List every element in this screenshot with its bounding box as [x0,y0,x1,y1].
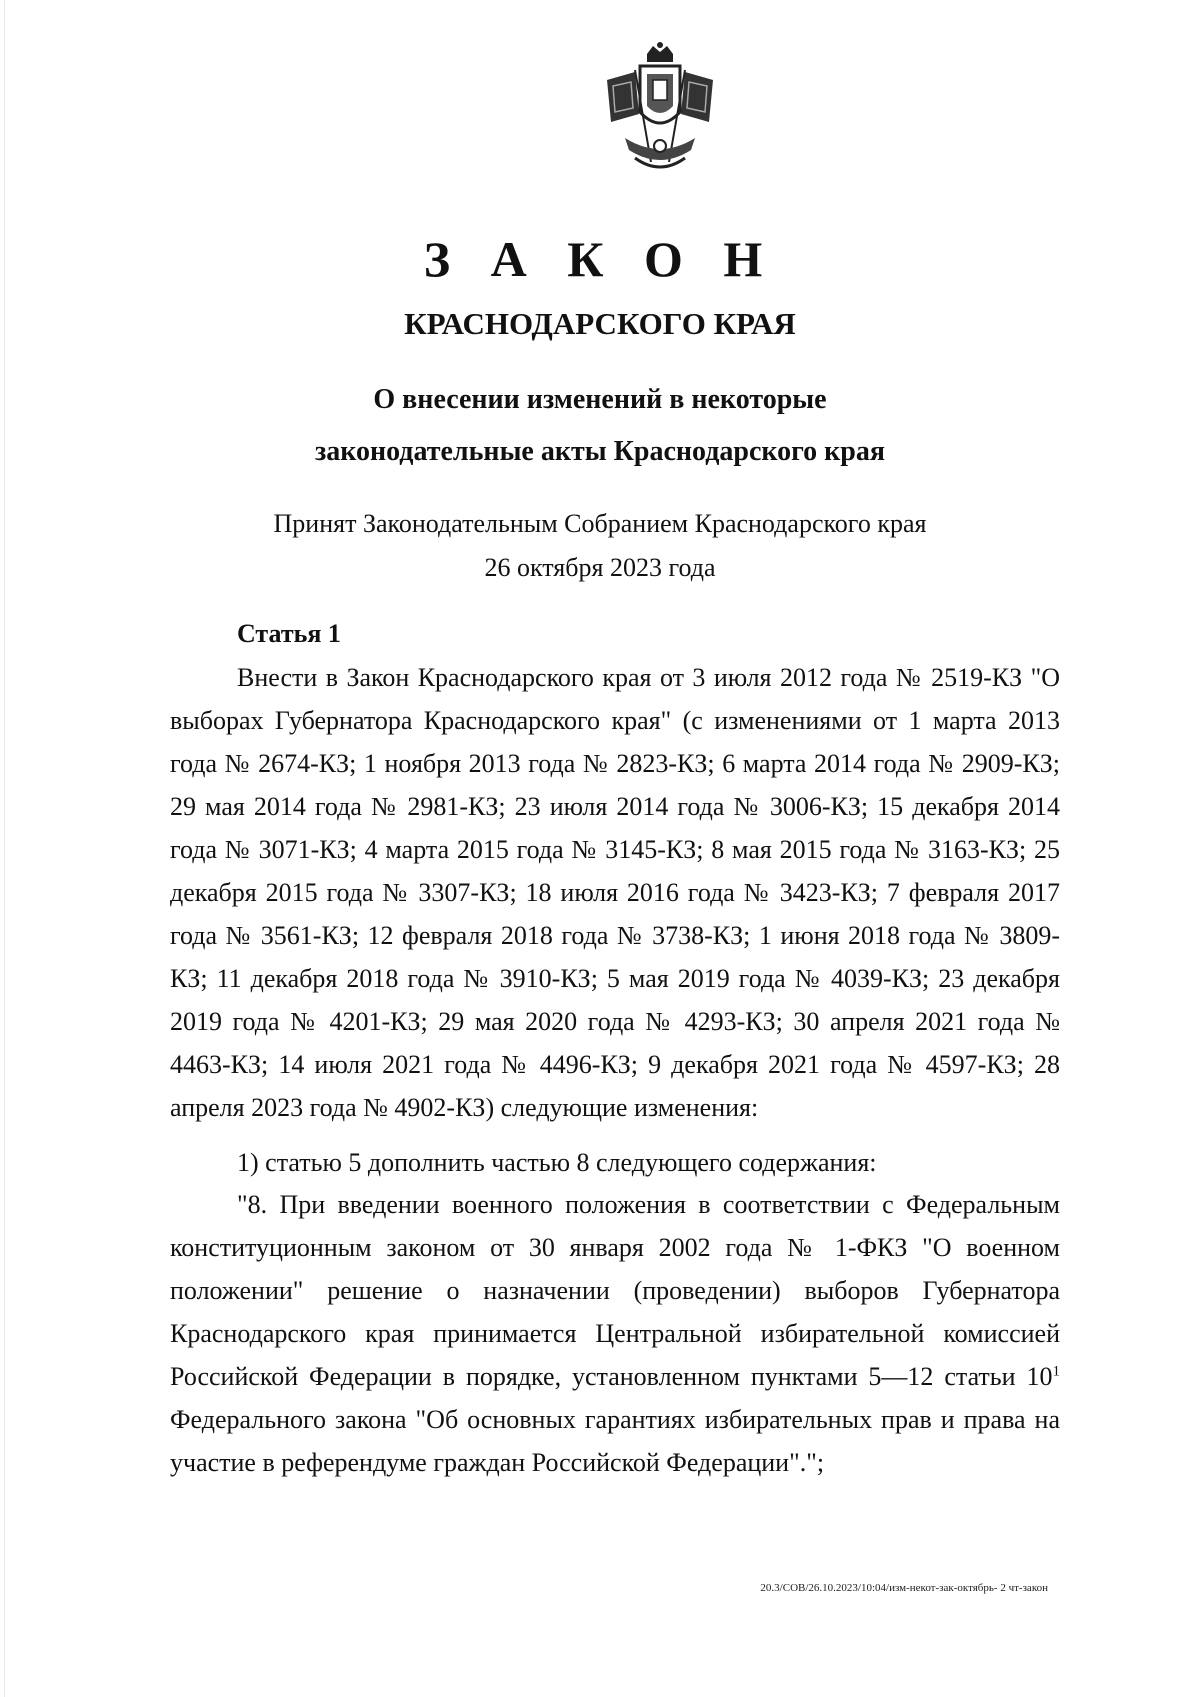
article-heading: Статья 1 [237,619,341,648]
subtitle-line-1: О внесении изменений в некоторые [373,384,827,415]
article-paragraph-1: Внести в Закон Краснодарского края от 3 июля 2012 года № 2519-КЗ "О выборах Губернатора Краснодарского края" (с изменениями от 1 марта 2013 года № 2674-КЗ; 1 ноября 2013 года № 2823-КЗ; 6 марта 2014 года № 2909-КЗ; 29 мая 2014 года № 2981-КЗ; 23 июля 2014 года № 3006-КЗ; 15 декабря 2014 года № 3071-КЗ; 4 марта 2015 года № 3145-КЗ; 8 мая 2015 года № 3163-КЗ; 25 декабря 2015 года № 3307-КЗ; 18 июля 2016 года № 3423-КЗ; 7 февраля 2017 года № 3561-КЗ; 12 февраля 2018 года № 3738-КЗ; 1 июня 2018 года № 3809-КЗ; 11 декабря 2018 года № 3910-КЗ; 5 мая 2019 года № 4039-КЗ; 23 декабря 2019 года № 4201-КЗ; 29 мая 2020 года № 4293-КЗ; 30 апреля 2021 года № 4463-КЗ; 14 июля 2021 года № 4496-КЗ; 9 декабря 2021 года № 4597-КЗ; 28 апреля 2023 года № 4902-КЗ) следующие изменения: [170,663,1060,1122]
superscript-index: 1 [1052,1363,1060,1380]
adoption-line-1: Принят Законодательным Собранием Краснодарского края [273,509,927,538]
region-heading: КРАСНОДАРСКОГО КРАЯ [404,306,796,341]
subtitle-line-2: законодательные акты Краснодарского края [314,436,886,467]
paragraph-3-text: "8. При введении военного положения в соответствии с Федеральным конституционным законом от 30 января 2002 года № 1-ФКЗ "О военном положении" решение о назначении (проведении) выборов Губернатора Краснодарского края принимается Центральной избирательной комиссией Российской Федерации в порядке, установленном пунктами 5—12 статьи 10 [170,1190,1060,1391]
document-type-heading: З А К О Н [423,231,777,287]
article-paragraph-2: 1) статью 5 дополнить частью 8 следующего содержания: [237,1148,877,1177]
adoption-date: 26 октября 2023 года [484,553,716,582]
document-footer-code: 20.3/СОВ/26.10.2023/10:04/изм-некот-зак-октябрь- 2 чт-закон [760,1582,1048,1594]
krasnodar-coat-of-arms-icon [595,42,725,182]
article-paragraph-3 [170,1183,1060,1484]
paragraph-3-text-end: Федерального закона "Об основных гарантиях избирательных прав и права на участие в референдуме граждан Российской Федерации"."; [170,1405,1060,1477]
